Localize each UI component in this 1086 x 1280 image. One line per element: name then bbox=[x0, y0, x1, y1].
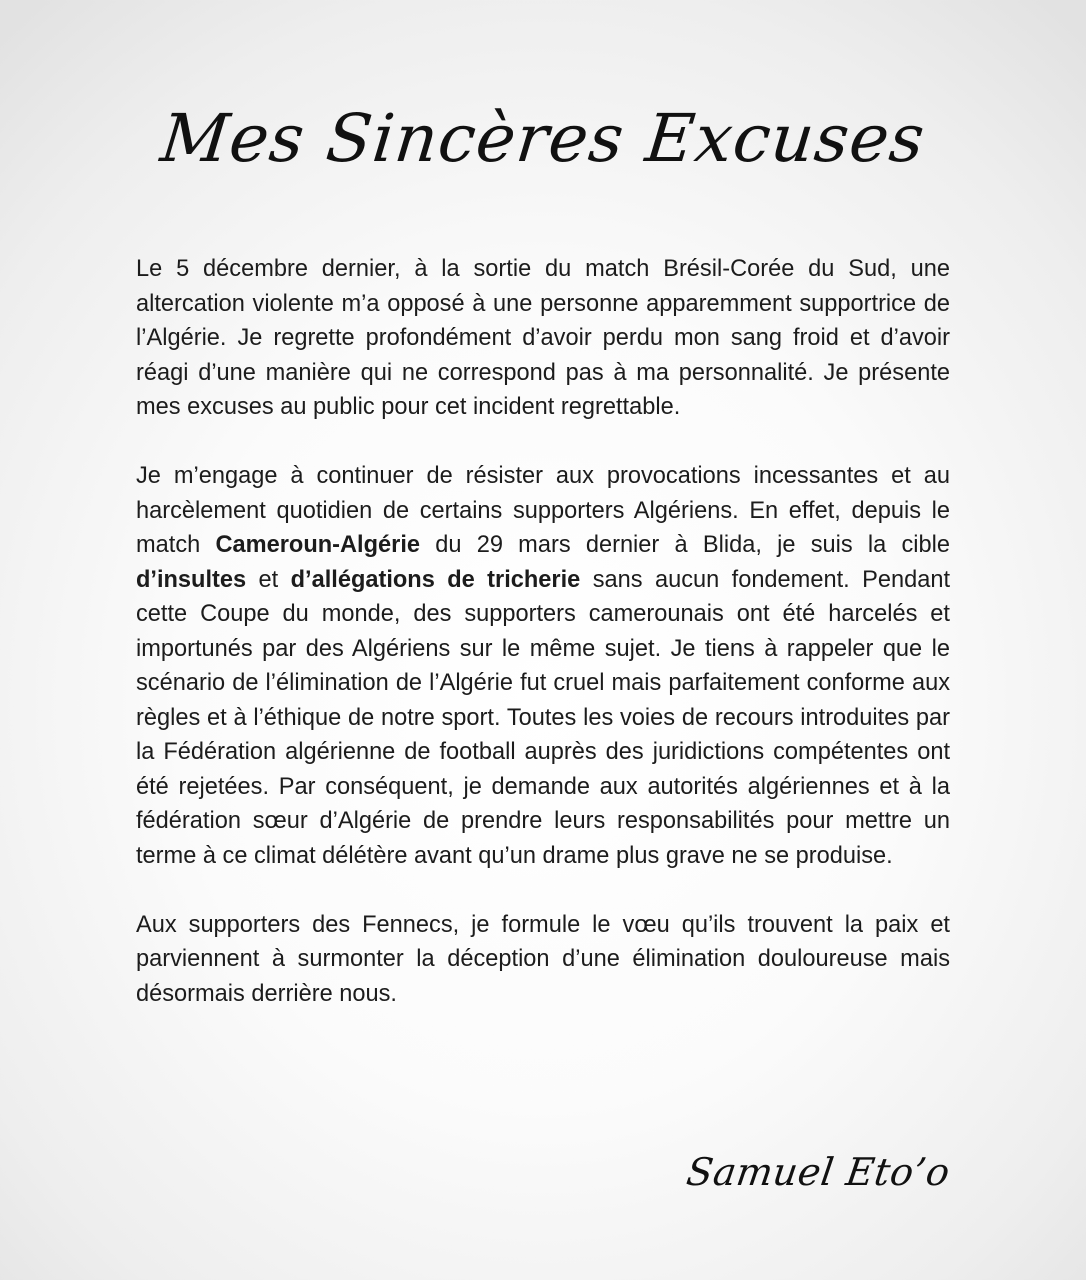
paragraph-text: du 29 mars dernier à Blida, je suis la cible bbox=[420, 532, 950, 558]
paragraph-text: Aux supporters des Fennecs, je formule le vœu qu’ils trouvent la paix et parviennent à surmonter la déception d’une élimination douloureuse mais désormais derrière nous. bbox=[136, 911, 950, 1007]
paragraph-text: Je m’engage à continuer de résister aux provocations incessantes et au harcèlement quotidien de certains supporters Algériens. En effet, depuis le match bbox=[136, 463, 950, 558]
bold-phrase: Cameroun-Algérie bbox=[215, 532, 421, 558]
paragraph-1 bbox=[136, 252, 950, 425]
signature: Samuel Eto’o bbox=[684, 1150, 954, 1194]
paragraph-text: Le 5 décembre dernier, à la sortie du match Brésil-Corée du Sud, une altercation violente m’a opposé à une personne apparemment supportrice de l’Algérie. Je regrette profondément d’avoir perdu mon sang froid et d’avoir réagi d’une manière qui ne correspond pas à ma personnalité. Je présente mes excuses au public pour cet incident regrettable. bbox=[136, 256, 950, 420]
bold-phrase: d’insultes bbox=[136, 566, 247, 593]
bold-phrase: d’allégations de tricherie bbox=[290, 566, 581, 593]
letter-body bbox=[136, 252, 950, 1046]
paragraph-text: et bbox=[246, 566, 291, 593]
paragraph-2 bbox=[136, 459, 950, 873]
paragraph-text: sans aucun fondement. Pendant cette Coupe du monde, des supporters camerounais ont été harcelés et importunés par des Algériens sur le même sujet. Je tiens à rappeler que le scénario de l’élimination de l’Algérie fut cruel mais parfaitement conforme aux règles et à l’éthique de notre sport. Toutes les voies de recours introduites par la Fédération algérienne de football auprès des juridictions compétentes ont été rejetées. Par conséquent, je demande aux autorités algériennes et à la fédération sœur d’Algérie de prendre leurs responsabilités pour mettre un terme à ce climat délétère avant qu’un drame plus grave ne se produise. bbox=[136, 566, 950, 869]
letter-title: Mes Sincères Excuses bbox=[157, 100, 929, 177]
paragraph-3 bbox=[136, 908, 950, 1012]
